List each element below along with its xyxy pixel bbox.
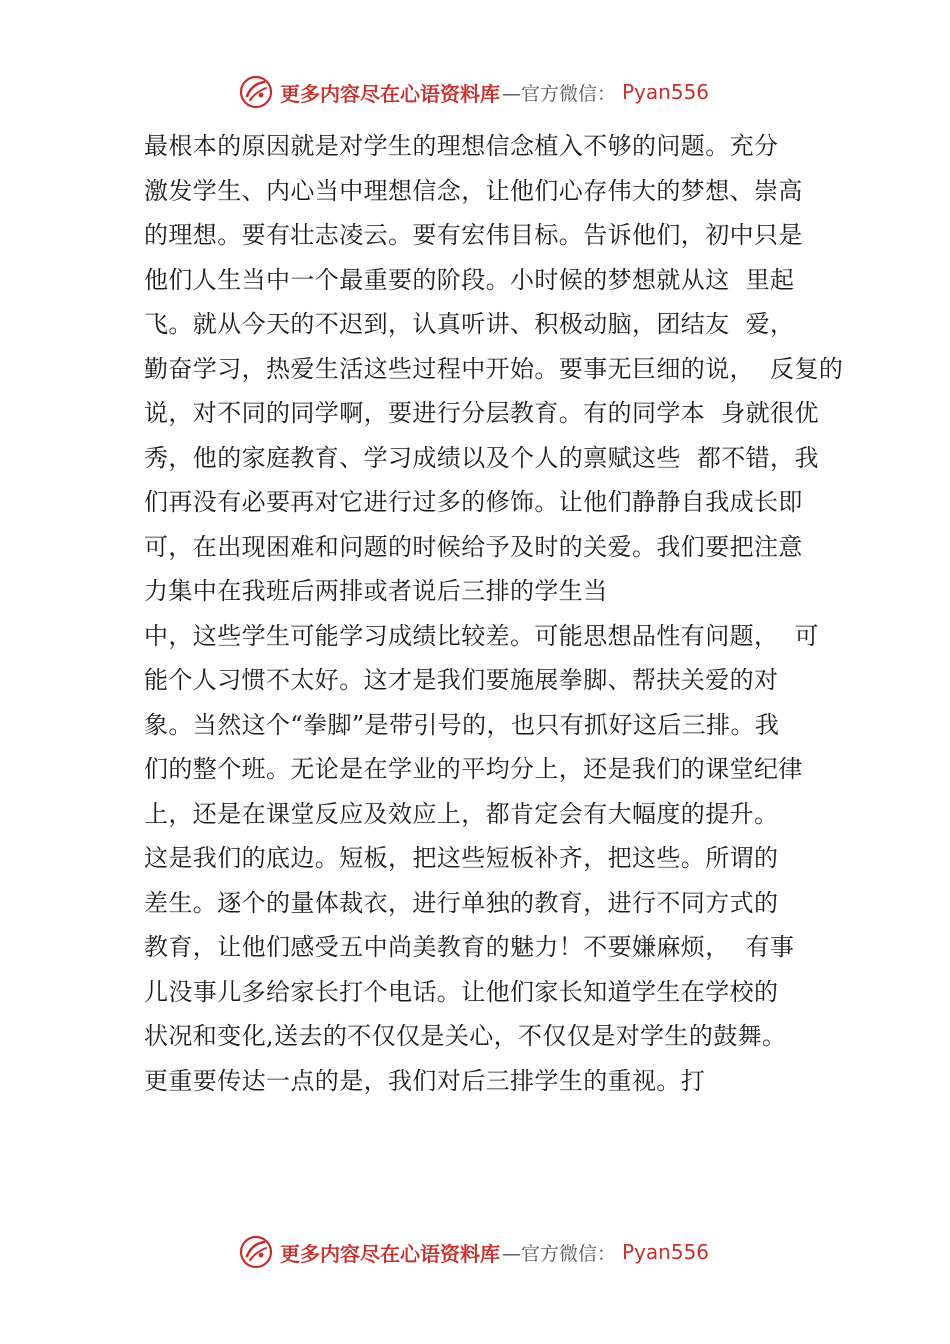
body-line: 飞。就从今天的不迟到，认真听讲、积极动脑，团结友 爱， — [144, 310, 795, 338]
body-line: 差生。逐个的量体裁衣，进行单独的教育，进行不同方式的 — [144, 888, 779, 917]
brand-logo-icon — [238, 74, 274, 110]
watermark-separator-text: —官方微信： — [502, 1242, 617, 1265]
body-line: 状况和变化,送去的不仅仅是关心，不仅仅是对学生的鼓舞。 — [144, 1022, 787, 1050]
body-line: 的理想。要有壮志凌云。要有宏伟目标。告诉他们，初中只是 — [144, 221, 803, 249]
body-line: 说，对不同的同学啊，要进行分层教育。有的同学本 身就很优 — [144, 399, 819, 427]
body-line: 可，在出现困难和问题的时候给予及时的关爱。我们要把注意 — [144, 532, 803, 561]
watermark-contact-text: Pyan556 — [622, 1240, 710, 1264]
watermark-brand-text: 更多内容尽在心语资料库 — [280, 81, 500, 106]
body-line: 激发学生、内心当中理想信念，让他们心存伟大的梦想、崇高 — [144, 176, 803, 205]
body-line: 上，还是在课堂反应及效应上，都肯定会有大幅度的提升。 — [144, 799, 779, 828]
watermark-separator-text: —官方微信： — [502, 82, 617, 105]
body-line: 更重要传达一点的是，我们对后三排学生的重视。打 — [144, 1066, 706, 1095]
body-line: 儿没事儿多给家长打个电话。让他们家长知道学生在学校的 — [144, 977, 779, 1006]
body-line: 秀，他的家庭教育、学习成绩以及个人的禀赋这些 都不错，我 — [144, 443, 819, 472]
watermark-contact-text: Pyan556 — [622, 80, 710, 104]
watermark-brand-text: 更多内容尽在心语资料库 — [280, 1241, 500, 1266]
document-body — [144, 124, 844, 1103]
body-line: 教育，让他们感受五中尚美教育的魅力！不要嫌麻烦， 有事 — [144, 933, 795, 961]
body-line: 他们人生当中一个最重要的阶段。小时候的梦想就从这 里起 — [144, 265, 795, 294]
body-line: 中，这些学生可能学习成绩比较差。可能思想品性有问题， 可 — [144, 621, 819, 650]
header-watermark — [238, 72, 709, 112]
body-line: 这是我们的底边。短板，把这些短板补齐，把这些。所谓的 — [144, 844, 779, 872]
brand-logo-icon — [238, 1234, 274, 1270]
body-line: 最根本的原因就是对学生的理想信念植入不够的问题。充分 — [144, 132, 779, 160]
body-line: 象。当然这个“拳脚”是带引号的，也只有抓好这后三排。我 — [144, 710, 780, 739]
body-line: 能个人习惯不太好。这才是我们要施展拳脚、帮扶关爱的对 — [144, 666, 779, 694]
footer-watermark — [238, 1232, 709, 1272]
body-line: 勤奋学习，热爱生活这些过程中开始。要事无巨细的说， 反复的 — [144, 354, 844, 383]
body-line: 力集中在我班后两排或者说后三排的学生当 — [144, 577, 608, 605]
body-line: 们的整个班。无论是在学业的平均分上，还是我们的课堂纪律 — [144, 755, 803, 783]
body-line: 们再没有必要再对它进行过多的修饰。让他们静静自我成长即 — [144, 488, 803, 516]
